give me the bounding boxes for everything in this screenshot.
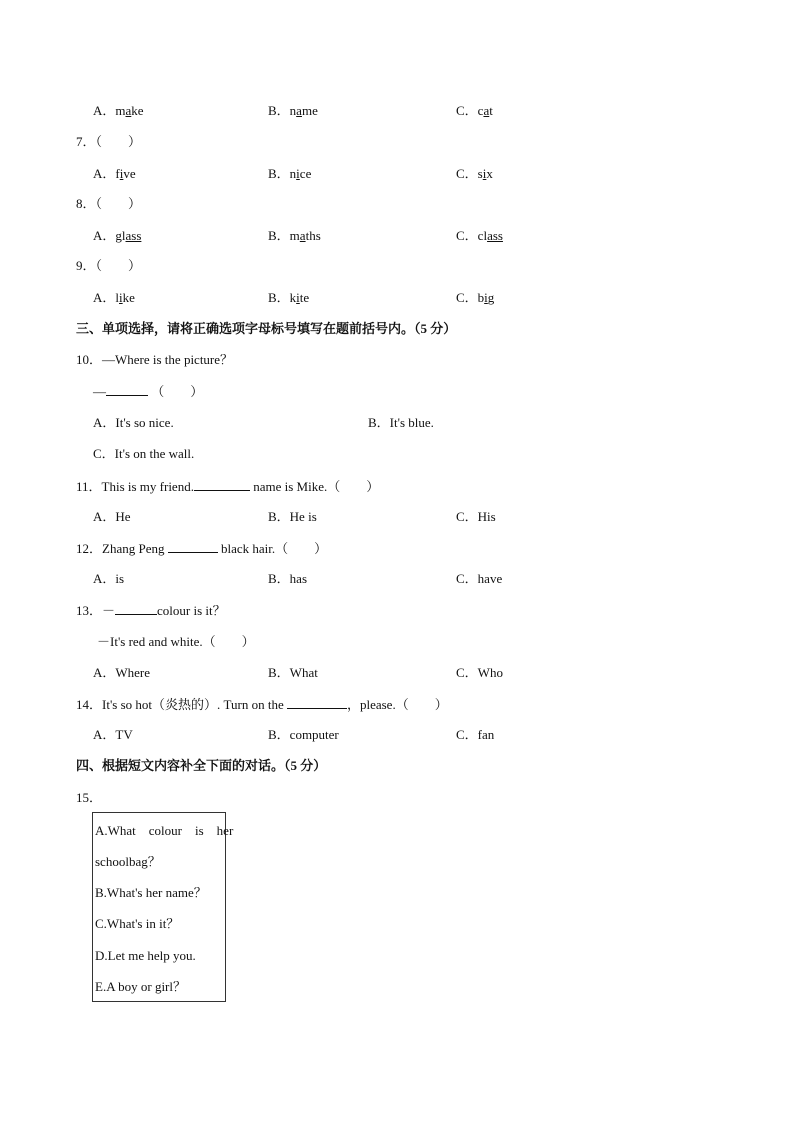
q13-option-a: A．Where [93, 665, 151, 680]
q8-option-b: B．maths [268, 228, 321, 243]
q7-option-a: A．five [93, 166, 136, 181]
box-option-b: B.What's her name？ [95, 885, 207, 900]
q7-number: 7．（ ） [76, 134, 142, 149]
q10-blank [106, 383, 148, 396]
q9-option-a: A．like [93, 290, 135, 305]
q8-number: 8．（ ） [76, 196, 142, 211]
q14-stem: 14．It's so hot（炎热的）. Turn on the ，please.（ ） [76, 697, 448, 712]
q6-option-b: B．name [268, 103, 318, 118]
q10-option-c: C．It's on the wall. [93, 446, 195, 461]
q13-blank [115, 602, 157, 615]
q11-blank [194, 478, 250, 491]
q12-blank [168, 540, 218, 553]
q9-number: 9．（ ） [76, 258, 142, 273]
q13-option-c: C．Who [456, 665, 503, 680]
q11-option-b: B．He is [268, 509, 317, 524]
q14-option-b: B．computer [268, 727, 339, 742]
q14-option-c: C．fan [456, 727, 495, 742]
q10-answer-line: — （ ） [93, 384, 204, 399]
q11-option-c: C．His [456, 509, 496, 524]
q7-option-b: B．nice [268, 166, 312, 181]
section-4-heading: 四、根据短文内容补全下面的对话。（5 分） [76, 758, 327, 773]
section-3-heading: 三、单项选择，请将正确选项字母标号填写在题前括号内。（5 分） [76, 321, 457, 336]
box-option-a-line1: A.What colour is her [95, 823, 234, 838]
q12-option-a: A．is [93, 571, 125, 586]
box-option-c: C.What's in it？ [95, 916, 180, 931]
q12-option-b: B．has [268, 571, 308, 586]
q13-option-b: B．What [268, 665, 318, 680]
q15-number: 15． [76, 790, 103, 805]
box-option-a-line2: schoolbag？ [95, 854, 161, 869]
q10-option-a: A．It's so nice. [93, 415, 174, 430]
q14-option-a: A．TV [93, 727, 133, 742]
q12-option-c: C．have [456, 571, 503, 586]
q12-stem: 12．Zhang Peng black hair.（ ） [76, 541, 328, 556]
q13-stem: 13．－ colour is it？ [76, 603, 226, 618]
q14-blank [287, 696, 347, 709]
q11-option-a: A．He [93, 509, 131, 524]
q6-option-a: A．make [93, 103, 144, 118]
q8-option-c: C．class [456, 228, 503, 243]
q8-option-a: A．glass [93, 228, 142, 243]
q9-option-c: C．big [456, 290, 495, 305]
q6-option-c: C．cat [456, 103, 493, 118]
q9-option-b: B．kite [268, 290, 310, 305]
q7-option-c: C．six [456, 166, 493, 181]
q11-stem: 11．This is my friend. name is Mike.（ ） [76, 479, 380, 494]
box-option-d: D.Let me help you. [95, 948, 196, 963]
box-option-e: E.A boy or girl？ [95, 979, 186, 994]
q13-answer-line: －It's red and white.（ ） [97, 634, 255, 649]
options-box [92, 812, 234, 1002]
q10-option-b: B．It's blue. [368, 415, 434, 430]
q10-stem: 10．—Where is the picture？ [76, 352, 234, 367]
